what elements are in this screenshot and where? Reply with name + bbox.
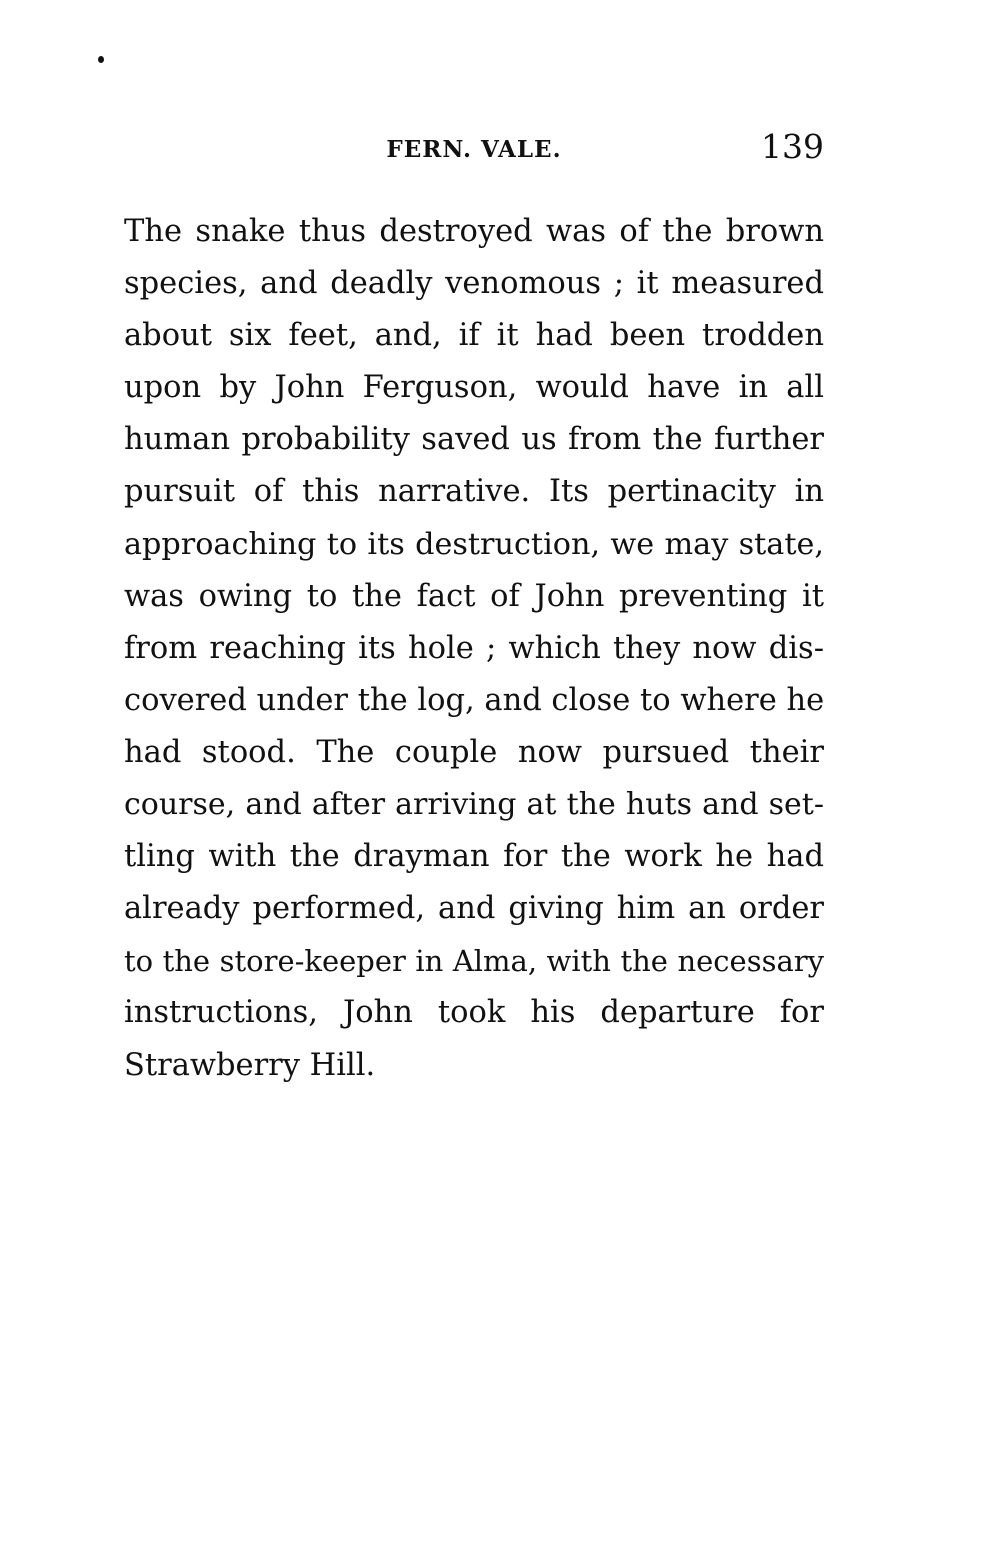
ink-speck xyxy=(98,56,104,63)
text-line: from reaching its hole ; which they now dis- xyxy=(124,630,824,666)
text-line: The snake thus destroyed was of the brown xyxy=(124,214,824,249)
text-line: human probability saved us from the further xyxy=(124,422,824,458)
text-line: already performed, and giving him an order xyxy=(124,891,824,927)
running-title: FERN. VALE. xyxy=(386,136,562,163)
page-number: 139 xyxy=(761,127,824,166)
text-line: upon by John Ferguson, would have in all xyxy=(124,370,824,406)
text-line: instructions, John took his departure for xyxy=(124,995,824,1031)
body-paragraph xyxy=(124,206,824,1092)
text-line: had stood. The couple now pursued their xyxy=(124,734,824,770)
text-line: covered under the log, and close to where he xyxy=(124,682,825,718)
text-line: to the store-keeper in Alma, with the necessary xyxy=(124,944,824,979)
text-line: was owing to the fact of John preventing it xyxy=(124,578,824,614)
text-line: about six feet, and, if it had been trodden xyxy=(124,318,824,354)
running-head xyxy=(124,128,824,170)
text-line-last: Strawberry Hill. xyxy=(124,1047,376,1083)
text-line: tling with the drayman for the work he had xyxy=(124,839,824,875)
text-line: pursuit of this narrative. Its pertinacity in xyxy=(124,474,824,510)
text-line: species, and deadly venomous ; it measured xyxy=(124,266,824,302)
text-line: course, and after arriving at the huts and set- xyxy=(124,787,824,823)
text-line: approaching to its destruction, we may state, xyxy=(124,526,824,562)
